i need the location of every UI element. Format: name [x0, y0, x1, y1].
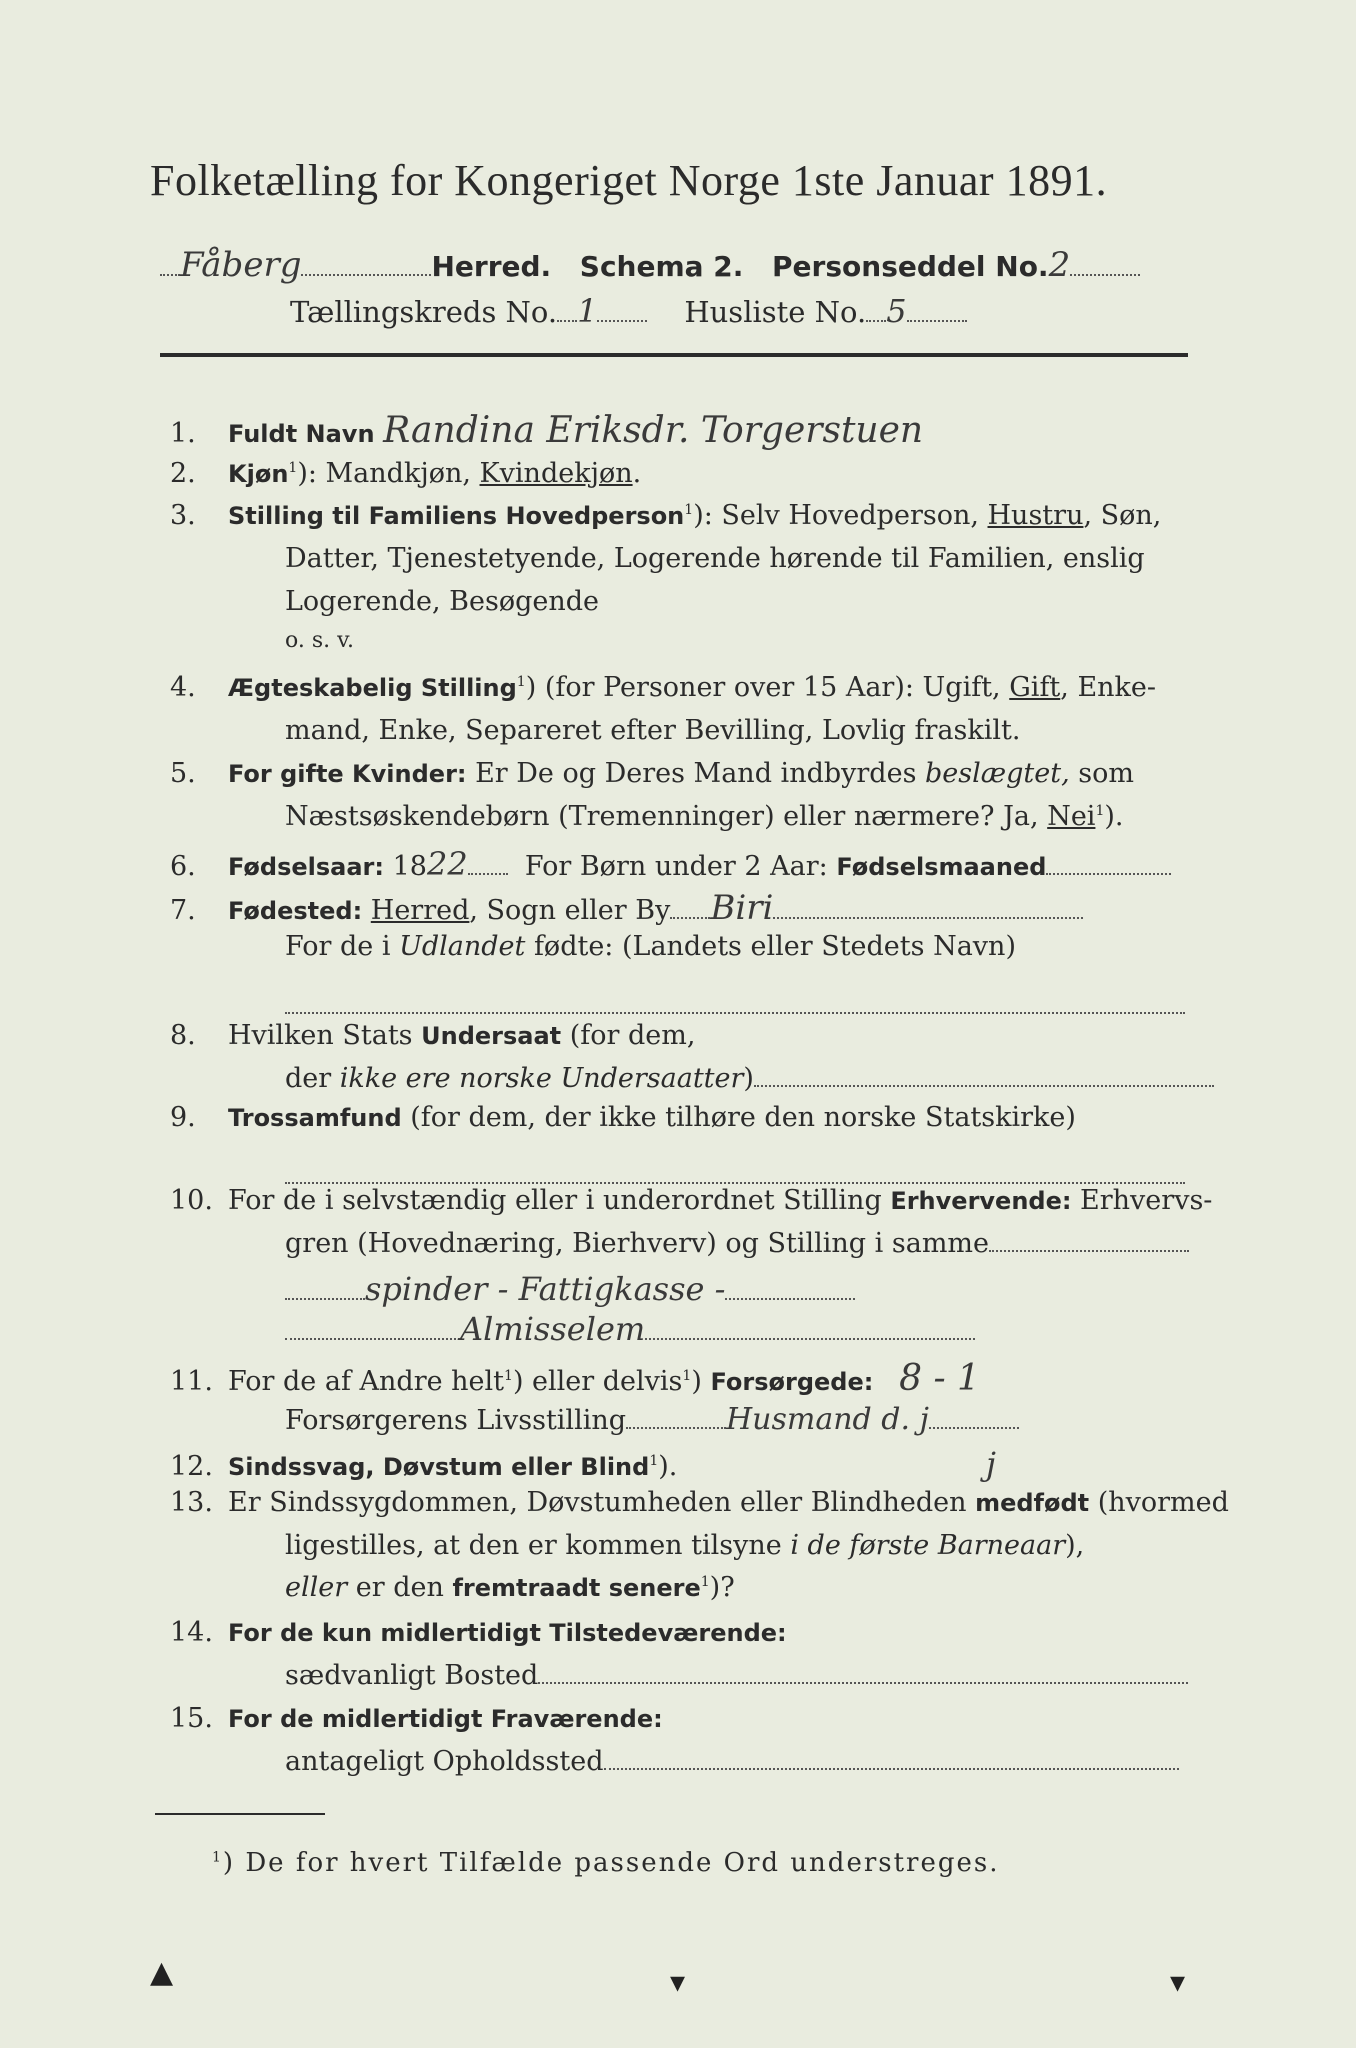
field-7-value: Biri [710, 888, 774, 928]
field-3: 3. Stilling til Familiens Hovedperson$^1$): Selv Hovedperson, Hustru, Søn, [170, 500, 1162, 531]
kreds-line [290, 292, 967, 330]
field-13: 13. Er Sindssygdommen, Døvstumheden eller Blindheden medfødt (hvormed [170, 1487, 1229, 1518]
field-9: 9. Trossamfund (for dem, der ikke tilhøre den norske Statskirke) [170, 1102, 1076, 1133]
field-14: 14. For de kun midlertidigt Tilstedeværende: [170, 1617, 787, 1648]
footnote: $^1$) De for hvert Tilfælde passende Ord understreges. [212, 1848, 1000, 1878]
field-11: 11. For de af Andre helt$^1$) eller delvis$^1$) Forsørgede: 8 - 1 [170, 1358, 980, 1399]
field-1-value: Randina Eriksdr. Torgerstuen [383, 410, 924, 451]
field-1-label: Fuldt Navn [228, 420, 375, 448]
field-10-value-1: spinder - Fattigkasse - [365, 1270, 726, 1308]
kreds-label: Tællingskreds No. [290, 295, 558, 329]
corner-mark-center: ▾ [670, 1965, 686, 2000]
field-11-value-1: 8 - 1 [899, 1358, 980, 1399]
header-rule [160, 353, 1188, 357]
personseddel-value: 2 [1048, 245, 1071, 285]
form-title: Folketælling for Kongeriget Norge 1ste Januar 1891. [150, 156, 1108, 205]
footnote-rule [155, 1813, 325, 1815]
field-3-selected: Hustru [987, 500, 1084, 531]
field-4-selected: Gift [1009, 672, 1061, 703]
field-6-value: 22 [426, 845, 468, 883]
field-2: 2. Kjøn$^1$): Mandkjøn, Kvindekjøn. [170, 458, 642, 489]
field-6: 6. Fødselsaar: 1822 For Børn under 2 Aar: Fødselsmaaned [170, 845, 1171, 883]
field-12: 12. Sindssvag, Døvstum eller Blind$^1$). j [170, 1445, 996, 1483]
schema-label: Schema 2. [579, 250, 744, 283]
husliste-label: Husliste No. [684, 295, 867, 329]
field-7-selected: Herred [370, 895, 470, 926]
field-1: 1. Fuldt Navn Randina Eriksdr. Torgerstuen [170, 410, 924, 451]
field-10: 10. For de i selvstændig eller i underordnet Stilling Erhvervende: Erhvervs- [170, 1185, 1213, 1216]
field-8: 8. Hvilken Stats Undersaat (for dem, [170, 1020, 696, 1051]
corner-mark-right: ▾ [1170, 1965, 1186, 2000]
census-form: Folketælling for Kongeriget Norge 1ste Januar 1891. Fåberg Herred. Schema 2. Personseddel No.2 Tællingskreds No. 1 Husliste No. 5 1. Fuldt Navn Randina Eriksdr. Torgerstuen 2. Kjøn$^1$): Mandkjøn, Kvindekjøn. 3. Stilling til Familiens Hovedperson$^1$): Selv Hovedperson, Hustru, Søn, Datter, Tjenestetyende, Logerende hørende til Familien, enslig Logerende, Besøgende o. s. v. 4. Ægteskabelig Stilling$^1$) (for Personer over 15 Aar): Ugift, Gift, Enke- mand, Enke, Separeret efter Bevilling, Lovlig fraskilt. 5. For gifte Kvinder: Er De og Deres Mand indbyrdes beslægtet, som Næstsøskendebørn (Tremenninger) eller nærmere? Ja, Nei$^1$). 6. Fødselsaar: 1822 For Børn under 2 Aar: Fødselsmaaned 7. Fødested: Herred, Sogn eller By Biri For de i Udlandet fødte: (Landets eller Stedets Navn) 8. Hvilken Stats Undersaat (for dem, der ikke ere norske Undersaatter) 9. Trossamfund (for dem, der ikke tilhøre den norske Statskirke) 10. For de i selvstændig eller i underordnet Stilling Erhvervende: Erhvervs- gren (Hovednæring, Bierhverv) og Stilling i samme spinder - Fattigkasse - Almisselem 11. For de af Andre helt$^1$) eller delvis$^1$) Forsørgede: 8 - 1 Forsørgerens Livsstilling Husmand d. j 12. Sindssvag, Døvstum eller Blind$^1$). j 13. Er Sindssygdommen, Døvstumheden eller Blindheden medfødt (hvormed ligestilles, at den er kommen tilsyne i de første Barneaar), eller er den fremtraadt senere$^1$)? 14. For de kun midlertidigt Tilstedeværende: sædvanligt Bosted 15. For de midlertidigt Fraværende: antageligt Opholdssted $^1$) De for hvert Tilfælde passende Ord understreges. ▲ ▾ ▾ [150, 156, 1229, 2000]
corner-mark-left: ▲ [150, 1955, 174, 1990]
field-2-selected: Kvindekjøn [479, 458, 633, 489]
field-10-value-2: Almisselem [460, 1310, 646, 1348]
herred-line [160, 245, 1140, 285]
field-5-selected: Nei [1047, 801, 1096, 832]
field-7: 7. Fødested: Herred, Sogn eller By Biri [170, 888, 1083, 928]
field-11-value-2: Husmand d. j [726, 1402, 929, 1437]
field-12-value: j [985, 1445, 996, 1483]
field-15: 15. For de midlertidigt Fraværende: [170, 1703, 663, 1734]
personseddel-label: Personseddel No. [772, 250, 1049, 283]
field-5: 5. For gifte Kvinder: Er De og Deres Mand indbyrdes beslægtet, som [170, 758, 1134, 789]
kreds-value: 1 [577, 292, 598, 330]
husliste-value: 5 [886, 292, 907, 330]
herred-label: Herred. [431, 250, 552, 283]
herred-value: Fåberg [180, 245, 302, 285]
field-4: 4. Ægteskabelig Stilling$^1$) (for Personer over 15 Aar): Ugift, Gift, Enke- [170, 672, 1157, 703]
